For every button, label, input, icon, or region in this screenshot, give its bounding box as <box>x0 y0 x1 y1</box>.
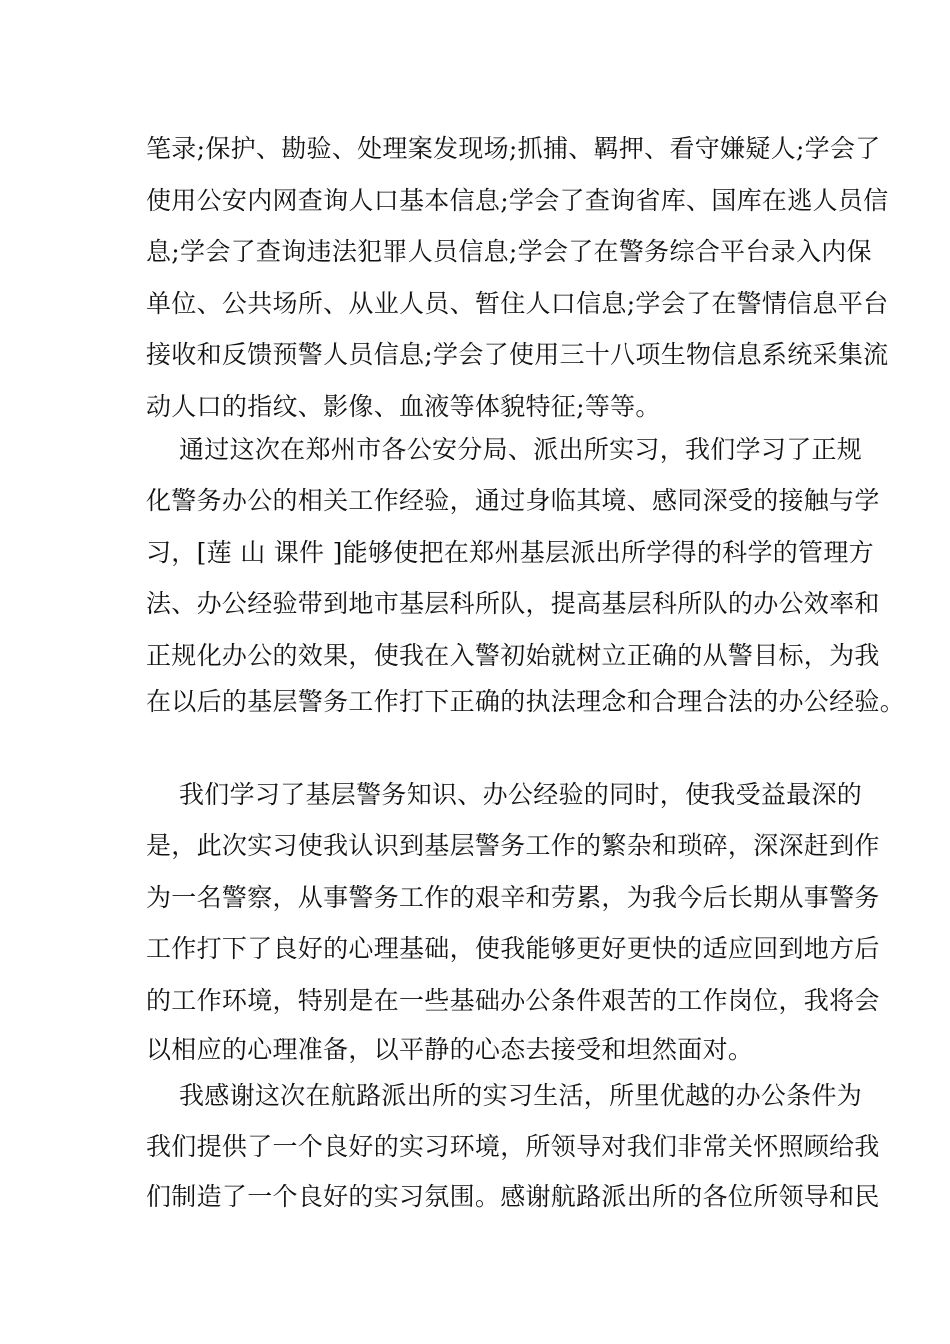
text-line: 工作打下了良好的心理基础，使我能够更好更快的适应回到地方后 <box>146 934 880 963</box>
text-line: 习，[莲 山 课件 ]能够使把在郑州基层派出所学得的科学的管理方 <box>146 538 874 567</box>
text-line: 单位、公共场所、从业人员、暂住人口信息;学会了在警情信息平台 <box>146 289 889 318</box>
text-line: 我感谢这次在航路派出所的实习生活，所里优越的办公条件为 <box>146 1081 863 1110</box>
text-line: 在以后的基层警务工作打下正确的执法理念和合理合法的办公经验。 <box>146 687 906 716</box>
text-line: 接收和反馈预警人员信息;学会了使用三十八项生物信息系统采集流 <box>146 340 889 369</box>
text-line: 化警务办公的相关工作经验，通过身临其境、感同深受的接触与学 <box>146 486 880 515</box>
text-line: 的工作环境，特别是在一些基础办公条件艰苦的工作岗位，我将会 <box>146 986 880 1015</box>
text-line: 使用公安内网查询人口基本信息;学会了查询省库、国库在逃人员信 <box>146 186 889 215</box>
text-line: 息;学会了查询违法犯罪人员信息;学会了在警务综合平台录入内保 <box>146 237 872 266</box>
text-line: 笔录;保护、勘验、处理案发现场;抓捕、羁押、看守嫌疑人;学会了 <box>146 134 881 163</box>
text-line: 我们学习了基层警务知识、办公经验的同时，使我受益最深的 <box>146 780 863 809</box>
text-line: 们制造了一个良好的实习氛围。感谢航路派出所的各位所领导和民 <box>146 1182 880 1211</box>
text-line: 以相应的心理准备，以平静的心态去接受和坦然面对。 <box>146 1035 754 1064</box>
text-line: 法、办公经验带到地市基层科所队，提高基层科所队的办公效率和 <box>146 589 880 618</box>
text-line: 正规化办公的效果，使我在入警初始就树立正确的从警目标，为我 <box>146 641 880 670</box>
text-line: 我们提供了一个良好的实习环境，所领导对我们非常关怀照顾给我 <box>146 1132 880 1161</box>
text-line: 通过这次在郑州市各公安分局、派出所实习，我们学习了正规 <box>146 435 863 464</box>
text-line: 为一名警察，从事警务工作的艰辛和劳累，为我今后长期从事警务 <box>146 883 880 912</box>
text-line: 动人口的指纹、影像、血液等体貌特征;等等。 <box>146 392 661 421</box>
text-line: 是，此次实习使我认识到基层警务工作的繁杂和琐碎，深深赶到作 <box>146 831 880 860</box>
